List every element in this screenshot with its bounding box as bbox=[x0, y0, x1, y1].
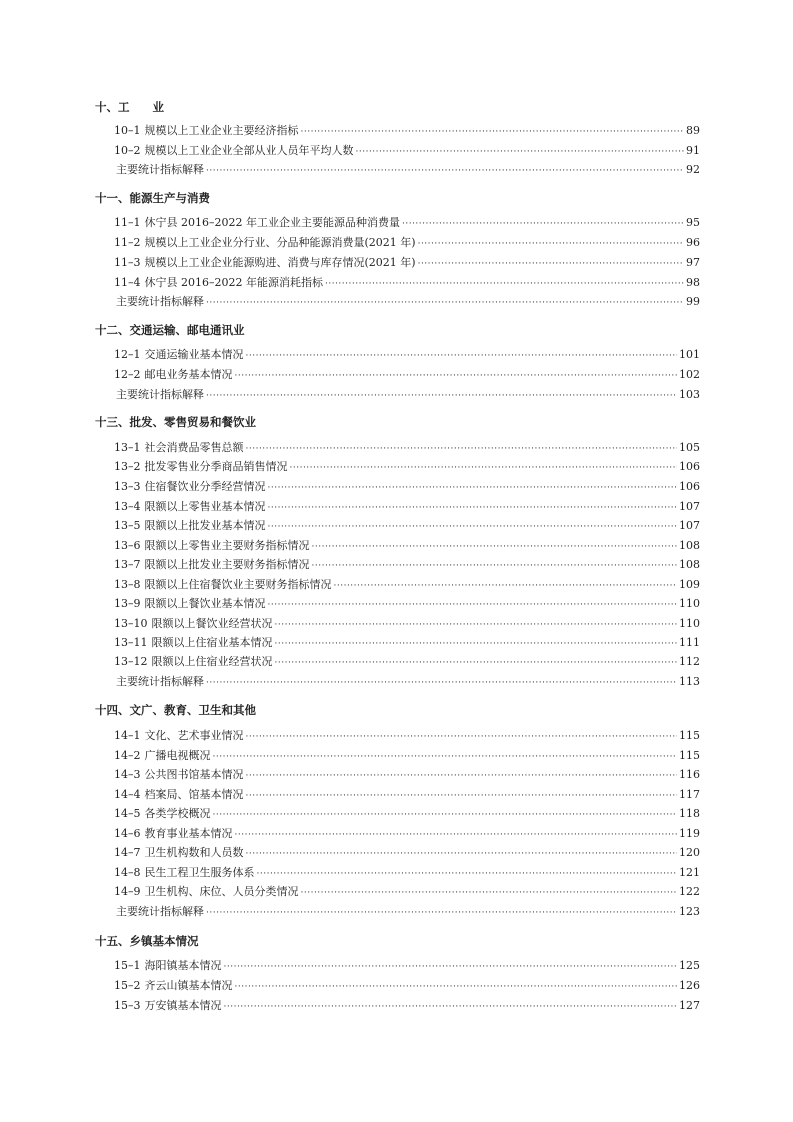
entry-number: 13–2 bbox=[114, 460, 141, 473]
entry-label: 休宁县 2016–2022 年工业企业主要能源品种消费量 bbox=[144, 216, 400, 229]
entry-page-number: 92 bbox=[686, 163, 700, 176]
entry-label: 教育事业基本情况 bbox=[144, 827, 233, 840]
toc-entry[interactable] bbox=[114, 216, 700, 231]
toc-entry[interactable] bbox=[114, 348, 700, 363]
entry-label: 限额以上零售业主要财务指标情况 bbox=[144, 539, 310, 552]
entry-page-number: 119 bbox=[679, 827, 700, 840]
entry-label: 主要统计指标解释 bbox=[116, 295, 204, 308]
toc-entry[interactable] bbox=[114, 655, 700, 670]
toc-entry[interactable] bbox=[114, 617, 700, 632]
dot-leader bbox=[268, 520, 678, 534]
entry-label: 齐云山镇基本情况 bbox=[144, 979, 233, 992]
dot-leader bbox=[257, 867, 678, 881]
entry-number: 11–3 bbox=[114, 256, 141, 269]
entry-label: 文化、艺术事业情况 bbox=[144, 729, 244, 742]
entry-number: 14–5 bbox=[114, 807, 141, 820]
entry-label: 卫生机构数和人员数 bbox=[144, 846, 244, 859]
entry-label: 批发零售业分季商品销售情况 bbox=[144, 460, 288, 473]
entry-label: 规模以上工业企业全部从业人员年平均人数 bbox=[144, 144, 354, 157]
toc-entry[interactable] bbox=[114, 441, 700, 456]
dot-leader bbox=[275, 618, 678, 632]
entry-page-number: 89 bbox=[686, 124, 700, 137]
entry-label: 限额以上餐饮业经营状况 bbox=[151, 617, 273, 630]
entry-label: 海阳镇基本情况 bbox=[144, 959, 222, 972]
entry-label: 规模以上工业企业分行业、分品种能源消费量(2021 年) bbox=[144, 236, 416, 249]
toc-entry[interactable] bbox=[114, 999, 700, 1014]
entry-number: 14–3 bbox=[114, 768, 141, 781]
entry-label: 规模以上工业企业主要经济指标 bbox=[144, 124, 299, 137]
entry-label: 交通运输业基本情况 bbox=[144, 348, 244, 361]
dot-leader bbox=[206, 676, 677, 690]
toc-entry[interactable] bbox=[114, 636, 700, 651]
dot-leader bbox=[301, 886, 678, 900]
entry-number: 14–9 bbox=[114, 885, 141, 898]
toc-entry[interactable] bbox=[114, 144, 700, 159]
entry-number: 13–7 bbox=[114, 558, 141, 571]
entry-page-number: 97 bbox=[686, 256, 700, 269]
toc-entry[interactable] bbox=[114, 749, 700, 764]
toc-entry[interactable] bbox=[114, 236, 700, 251]
dot-leader bbox=[275, 656, 678, 670]
toc-entry[interactable] bbox=[114, 597, 700, 612]
entry-number: 14–6 bbox=[114, 827, 141, 840]
entry-page-number: 110 bbox=[679, 617, 700, 630]
entry-number: 12–2 bbox=[114, 368, 141, 381]
entry-page-number: 125 bbox=[679, 959, 700, 972]
dot-leader bbox=[213, 808, 678, 822]
entry-number: 13–5 bbox=[114, 519, 141, 532]
dot-leader bbox=[235, 828, 678, 842]
entry-label: 邮电业务基本情况 bbox=[144, 368, 233, 381]
toc-entry[interactable] bbox=[114, 866, 700, 881]
entry-label: 限额以上住宿餐饮业主要财务指标情况 bbox=[144, 578, 332, 591]
entry-page-number: 108 bbox=[679, 558, 700, 571]
toc-entry[interactable] bbox=[114, 959, 700, 974]
dot-leader bbox=[312, 540, 678, 554]
entry-label: 限额以上批发业基本情况 bbox=[144, 519, 266, 532]
dot-leader bbox=[246, 789, 678, 803]
entry-label: 公共图书馆基本情况 bbox=[144, 768, 244, 781]
entry-page-number: 99 bbox=[686, 295, 700, 308]
dot-leader bbox=[418, 237, 684, 251]
entry-page-number: 91 bbox=[686, 144, 700, 157]
entry-page-number: 111 bbox=[679, 636, 700, 649]
entry-label: 民生工程卫生服务体系 bbox=[144, 866, 255, 879]
entry-label: 主要统计指标解释 bbox=[116, 905, 204, 918]
entry-number: 15–2 bbox=[114, 979, 141, 992]
toc-entry[interactable] bbox=[114, 519, 700, 534]
entry-page-number: 106 bbox=[679, 480, 700, 493]
section-title: 十三、批发、零售贸易和餐饮业 bbox=[95, 415, 256, 429]
entry-label: 主要统计指标解释 bbox=[116, 163, 204, 176]
toc-entry[interactable] bbox=[114, 979, 700, 994]
section-title: 十五、乡镇基本情况 bbox=[95, 934, 199, 948]
entry-page-number: 115 bbox=[679, 729, 700, 742]
entry-label: 各类学校概况 bbox=[144, 807, 211, 820]
dot-leader bbox=[224, 1000, 678, 1014]
dot-leader bbox=[301, 125, 685, 139]
entry-number: 14–1 bbox=[114, 729, 141, 742]
entry-page-number: 118 bbox=[679, 807, 700, 820]
entry-number: 14–4 bbox=[114, 788, 141, 801]
entry-page-number: 98 bbox=[686, 276, 700, 289]
toc-entry[interactable] bbox=[114, 827, 700, 842]
dot-leader bbox=[402, 217, 684, 231]
entry-label: 规模以上工业企业能源购进、消费与库存情况(2021 年) bbox=[144, 256, 416, 269]
section-title: 十、工 业 bbox=[95, 100, 164, 114]
entry-number: 13–11 bbox=[114, 636, 148, 649]
dot-leader bbox=[213, 750, 678, 764]
dot-leader bbox=[206, 164, 684, 178]
dot-leader bbox=[246, 442, 678, 456]
toc-entry[interactable] bbox=[114, 460, 700, 475]
entry-page-number: 127 bbox=[679, 999, 700, 1012]
toc-entry[interactable] bbox=[114, 480, 700, 495]
toc-entry[interactable] bbox=[116, 675, 700, 690]
section-title: 十二、交通运输、邮电通讯业 bbox=[95, 323, 245, 337]
entry-page-number: 102 bbox=[679, 368, 700, 381]
entry-page-number: 116 bbox=[679, 768, 700, 781]
toc-entry[interactable] bbox=[114, 124, 700, 139]
section-title: 十四、文广、教育、卫生和其他 bbox=[95, 703, 256, 717]
entry-label: 限额以上批发业主要财务指标情况 bbox=[144, 558, 310, 571]
entry-number: 11–1 bbox=[114, 216, 141, 229]
entry-label: 广播电视概况 bbox=[144, 749, 211, 762]
entry-number: 13–12 bbox=[114, 655, 148, 668]
entry-label: 限额以上住宿业基本情况 bbox=[151, 636, 273, 649]
dot-leader bbox=[356, 145, 685, 159]
toc-entry[interactable] bbox=[114, 500, 700, 515]
dot-leader bbox=[206, 296, 684, 310]
entry-number: 10–2 bbox=[114, 144, 141, 157]
entry-page-number: 107 bbox=[679, 519, 700, 532]
toc-entry[interactable] bbox=[114, 846, 700, 861]
toc-entry[interactable] bbox=[114, 807, 700, 822]
dot-leader bbox=[418, 257, 684, 271]
entry-page-number: 117 bbox=[679, 788, 700, 801]
entry-page-number: 108 bbox=[679, 539, 700, 552]
entry-page-number: 122 bbox=[679, 885, 700, 898]
toc-entry[interactable] bbox=[114, 885, 700, 900]
toc-entry[interactable] bbox=[114, 729, 700, 744]
dot-leader bbox=[268, 481, 678, 495]
dot-leader bbox=[246, 730, 678, 744]
entry-number: 13–4 bbox=[114, 500, 141, 513]
entry-number: 14–2 bbox=[114, 749, 141, 762]
entry-number: 15–3 bbox=[114, 999, 141, 1012]
entry-number: 13–3 bbox=[114, 480, 141, 493]
entry-label: 档案局、馆基本情况 bbox=[144, 788, 244, 801]
entry-label: 主要统计指标解释 bbox=[116, 388, 204, 401]
entry-label: 主要统计指标解释 bbox=[116, 675, 204, 688]
entry-number: 10–1 bbox=[114, 124, 141, 137]
entry-page-number: 126 bbox=[679, 979, 700, 992]
entry-page-number: 107 bbox=[679, 500, 700, 513]
dot-leader bbox=[325, 277, 684, 291]
entry-number: 12–1 bbox=[114, 348, 141, 361]
entry-page-number: 121 bbox=[679, 866, 700, 879]
entry-number: 13–8 bbox=[114, 578, 141, 591]
entry-page-number: 109 bbox=[679, 578, 700, 591]
section-title: 十一、能源生产与消费 bbox=[95, 191, 210, 205]
dot-leader bbox=[235, 369, 678, 383]
entry-number: 13–6 bbox=[114, 539, 141, 552]
dot-leader bbox=[246, 349, 678, 363]
dot-leader bbox=[246, 847, 678, 861]
dot-leader bbox=[268, 501, 678, 515]
toc-entry[interactable] bbox=[116, 388, 700, 403]
dot-leader bbox=[235, 980, 678, 994]
entry-page-number: 113 bbox=[679, 675, 700, 688]
entry-page-number: 96 bbox=[686, 236, 700, 249]
toc-entry[interactable] bbox=[114, 788, 700, 803]
entry-label: 限额以上住宿业经营状况 bbox=[151, 655, 273, 668]
toc-entry[interactable] bbox=[114, 539, 700, 554]
entry-page-number: 110 bbox=[679, 597, 700, 610]
entry-page-number: 101 bbox=[679, 348, 700, 361]
entry-page-number: 120 bbox=[679, 846, 700, 859]
toc-entry[interactable] bbox=[114, 368, 700, 383]
toc-entry[interactable] bbox=[114, 256, 700, 271]
toc-entry[interactable] bbox=[116, 905, 700, 920]
entry-page-number: 123 bbox=[679, 905, 700, 918]
entry-label: 社会消费品零售总额 bbox=[144, 441, 244, 454]
dot-leader bbox=[290, 461, 678, 475]
entry-number: 14–7 bbox=[114, 846, 141, 859]
toc-entry[interactable] bbox=[114, 768, 700, 783]
dot-leader bbox=[206, 389, 677, 403]
dot-leader bbox=[275, 637, 678, 651]
dot-leader bbox=[224, 960, 678, 974]
dot-leader bbox=[246, 769, 678, 783]
toc-entry[interactable] bbox=[114, 276, 700, 291]
entry-page-number: 115 bbox=[679, 749, 700, 762]
entry-number: 13–10 bbox=[114, 617, 148, 630]
entry-page-number: 106 bbox=[679, 460, 700, 473]
entry-page-number: 103 bbox=[679, 388, 700, 401]
entry-number: 11–2 bbox=[114, 236, 141, 249]
entry-number: 13–9 bbox=[114, 597, 141, 610]
toc-entry[interactable] bbox=[114, 558, 700, 573]
entry-label: 住宿餐饮业分季经营情况 bbox=[144, 480, 266, 493]
dot-leader bbox=[312, 559, 678, 573]
dot-leader bbox=[206, 906, 677, 920]
entry-number: 15–1 bbox=[114, 959, 141, 972]
entry-page-number: 112 bbox=[679, 655, 700, 668]
entry-label: 限额以上餐饮业基本情况 bbox=[144, 597, 266, 610]
toc-entry[interactable] bbox=[116, 295, 700, 310]
toc-entry[interactable] bbox=[116, 163, 700, 178]
entry-page-number: 105 bbox=[679, 441, 700, 454]
entry-label: 限额以上零售业基本情况 bbox=[144, 500, 266, 513]
entry-label: 卫生机构、床位、人员分类情况 bbox=[144, 885, 299, 898]
entry-label: 休宁县 2016–2022 年能源消耗指标 bbox=[144, 276, 323, 289]
entry-number: 11–4 bbox=[114, 276, 141, 289]
entry-number: 14–8 bbox=[114, 866, 141, 879]
entry-page-number: 95 bbox=[686, 216, 700, 229]
entry-label: 万安镇基本情况 bbox=[144, 999, 222, 1012]
dot-leader bbox=[334, 579, 678, 593]
entry-number: 13–1 bbox=[114, 441, 141, 454]
dot-leader bbox=[268, 598, 678, 612]
toc-entry[interactable] bbox=[114, 578, 700, 593]
